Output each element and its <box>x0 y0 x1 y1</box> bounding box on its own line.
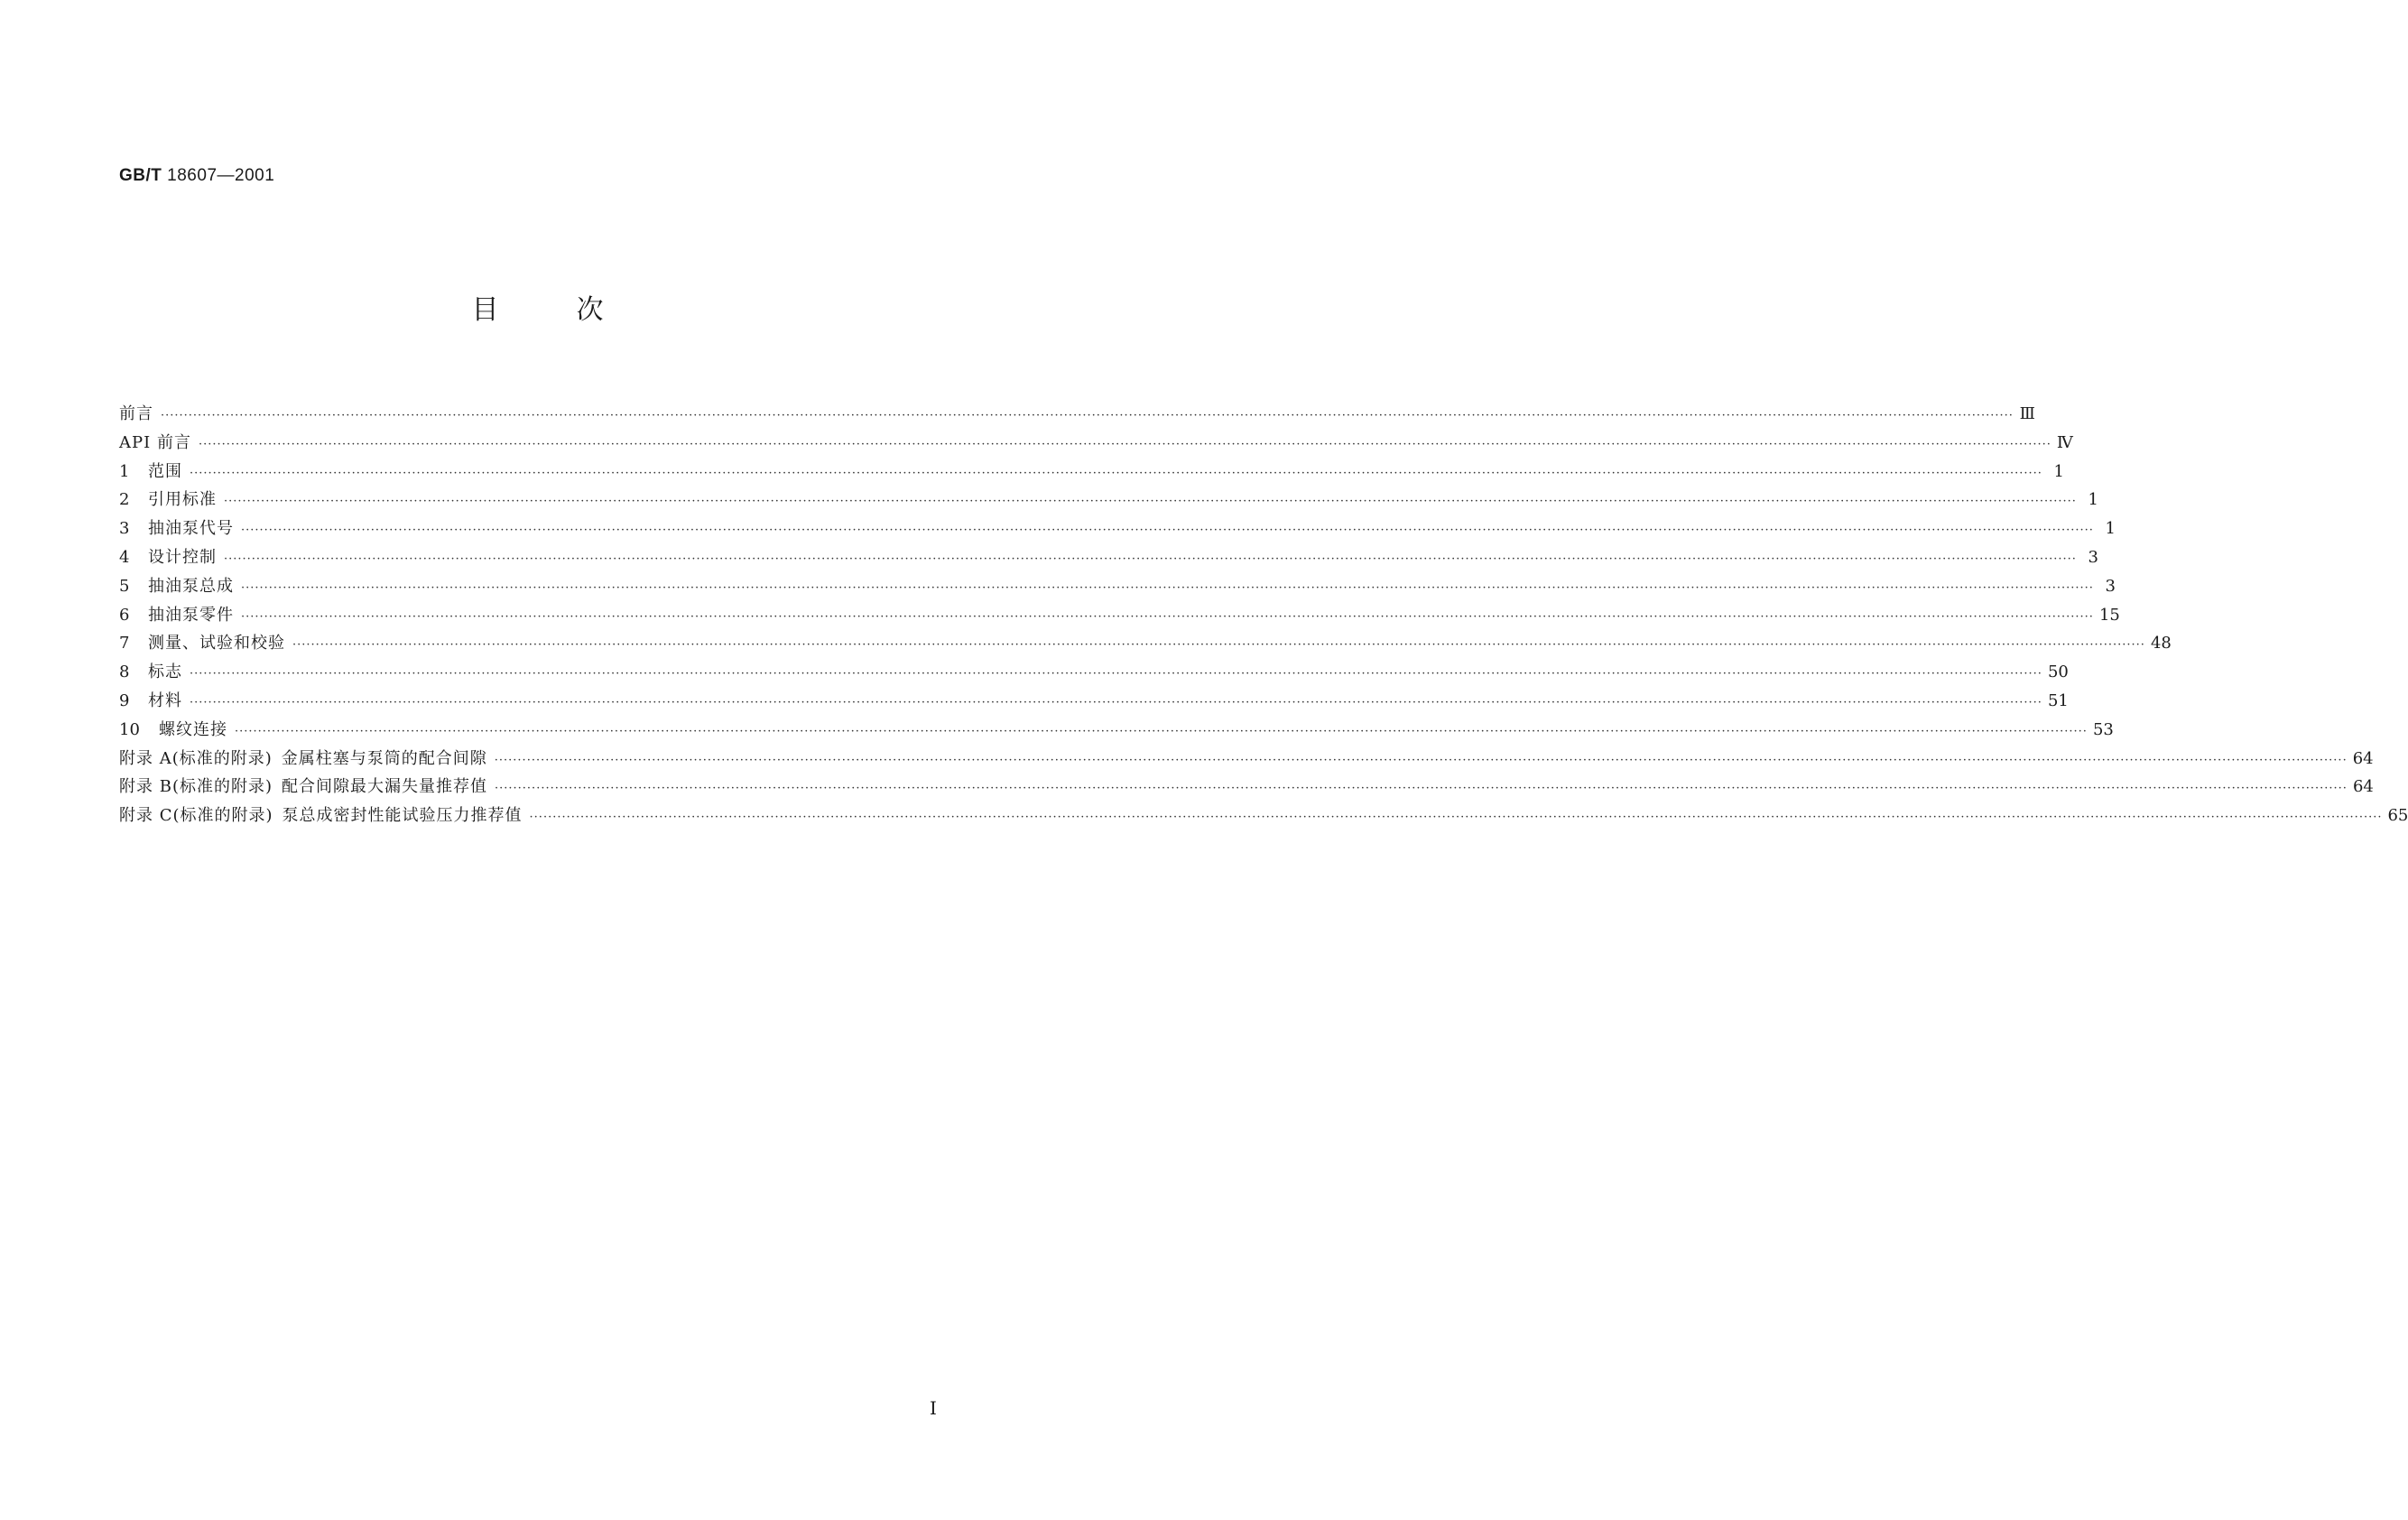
toc-entry-title: 范围 <box>148 461 182 481</box>
toc-entry-title: API 前言 <box>119 432 191 452</box>
toc-leader-dots: ················································································································································································································································································································································································································ <box>495 782 2348 796</box>
toc-entry-6[interactable] <box>119 601 2120 630</box>
toc-leader-dots: ················································································································································································································································································································································································································ <box>198 437 2051 451</box>
toc-entry-subtitle: 金属柱塞与泵筒的配合间隙 <box>281 748 487 768</box>
toc-entry-8[interactable] <box>119 658 2069 687</box>
toc-entry-page: 15 <box>2098 605 2120 625</box>
toc-leader-dots: ················································································································································································································································································································································································································ <box>190 667 2042 681</box>
toc-entry-subtitle: 泵总成密封性能试验压力推荐值 <box>282 806 523 826</box>
toc-entry-4[interactable] <box>119 543 2098 572</box>
toc-entry-foreword[interactable] <box>119 400 2035 429</box>
toc-entry-7[interactable] <box>119 629 2172 658</box>
toc-entry-page: 3 <box>2105 576 2116 596</box>
toc-entry-api-foreword[interactable] <box>119 429 2073 458</box>
toc-entry-page: 50 <box>2047 663 2069 682</box>
toc-leader-dots: ················································································································································································································································································································································································································ <box>190 466 2042 480</box>
toc-entry-title: 螺纹连接 <box>159 719 227 739</box>
toc-entry-1[interactable] <box>119 458 2064 487</box>
page-title: 目次 <box>471 294 681 326</box>
toc-entry-title: 附录 C(标准的附录) <box>119 806 273 826</box>
toc-entry-page: 1 <box>2088 490 2098 510</box>
toc-entry-title: 抽油泵零件 <box>148 605 234 625</box>
toc-entry-10[interactable] <box>119 716 2114 745</box>
toc-entry-3[interactable] <box>119 514 2116 543</box>
toc-entry-title: 抽油泵总成 <box>148 576 234 596</box>
table-of-contents <box>119 400 2408 830</box>
toc-entry-title: 前言 <box>119 404 153 423</box>
standard-number: 18607—2001 <box>167 166 275 185</box>
toc-entry-page: 53 <box>2092 719 2114 739</box>
toc-entry-number: 4 <box>119 547 130 567</box>
toc-entry-page: 64 <box>2352 777 2374 797</box>
toc-entry-title: 抽油泵代号 <box>148 519 234 539</box>
toc-entry-page: Ⅲ <box>2019 404 2035 423</box>
toc-entry-title: 引用标准 <box>148 490 217 510</box>
toc-entry-title: 设计控制 <box>148 547 217 567</box>
toc-entry-appendix-c[interactable] <box>119 802 2408 830</box>
toc-leader-dots: ················································································································································································································································································································································································································ <box>241 580 2094 595</box>
toc-entry-number: 5 <box>119 576 130 596</box>
toc-leader-dots: ················································································································································································································································································································································································································ <box>190 695 2042 709</box>
toc-entry-page: 3 <box>2088 547 2098 567</box>
toc-entry-title: 附录 B(标准的附录) <box>119 777 273 797</box>
toc-entry-title: 标志 <box>148 663 182 682</box>
toc-leader-dots: ················································································································································································································································································································································································································ <box>241 609 2094 624</box>
toc-entry-title: 附录 A(标准的附录) <box>119 748 273 768</box>
toc-leader-dots: ················································································································································································································································································································································································································ <box>235 724 2088 738</box>
toc-entry-title: 材料 <box>148 690 182 710</box>
toc-entry-page: Ⅳ <box>2056 432 2073 452</box>
toc-entry-appendix-b[interactable] <box>119 773 2374 802</box>
toc-entry-9[interactable] <box>119 687 2069 716</box>
toc-entry-number: 8 <box>119 663 130 682</box>
toc-entry-page: 65 <box>2387 806 2408 826</box>
toc-entry-number: 3 <box>119 519 130 539</box>
toc-entry-page: 51 <box>2047 690 2069 710</box>
toc-entry-number: 2 <box>119 490 130 510</box>
toc-entry-number: 10 <box>119 719 140 739</box>
toc-leader-dots: ················································································································································································································································································································································································································ <box>494 753 2348 767</box>
toc-entry-title: 测量、试验和校验 <box>148 634 285 653</box>
toc-leader-dots: ················································································································································································································································································································································································································ <box>161 409 2014 422</box>
toc-entry-number: 6 <box>119 605 130 625</box>
toc-entry-appendix-a[interactable] <box>119 745 2374 774</box>
toc-entry-page: 64 <box>2352 748 2374 768</box>
toc-entry-page: 1 <box>2053 461 2064 481</box>
toc-leader-dots: ················································································································································································································································································································································································································ <box>224 495 2077 509</box>
toc-leader-dots: ················································································································································································································································································································································································································ <box>292 638 2145 653</box>
toc-entry-page: 48 <box>2150 634 2172 653</box>
page-number: I <box>930 1397 937 1419</box>
toc-entry-5[interactable] <box>119 572 2116 601</box>
standard-prefix: GB/T <box>119 166 162 185</box>
toc-leader-dots: ················································································································································································································································································································································································································ <box>529 811 2383 825</box>
toc-leader-dots: ················································································································································································································································································································································································································ <box>224 551 2077 566</box>
toc-entry-subtitle: 配合间隙最大漏失量推荐值 <box>282 777 487 797</box>
toc-entry-2[interactable] <box>119 486 2098 514</box>
toc-entry-number: 1 <box>119 461 130 481</box>
document-header <box>119 166 274 186</box>
toc-leader-dots: ················································································································································································································································································································································································································ <box>241 524 2094 538</box>
toc-entry-number: 7 <box>119 634 130 653</box>
toc-entry-page: 1 <box>2105 519 2116 539</box>
toc-entry-number: 9 <box>119 690 130 710</box>
